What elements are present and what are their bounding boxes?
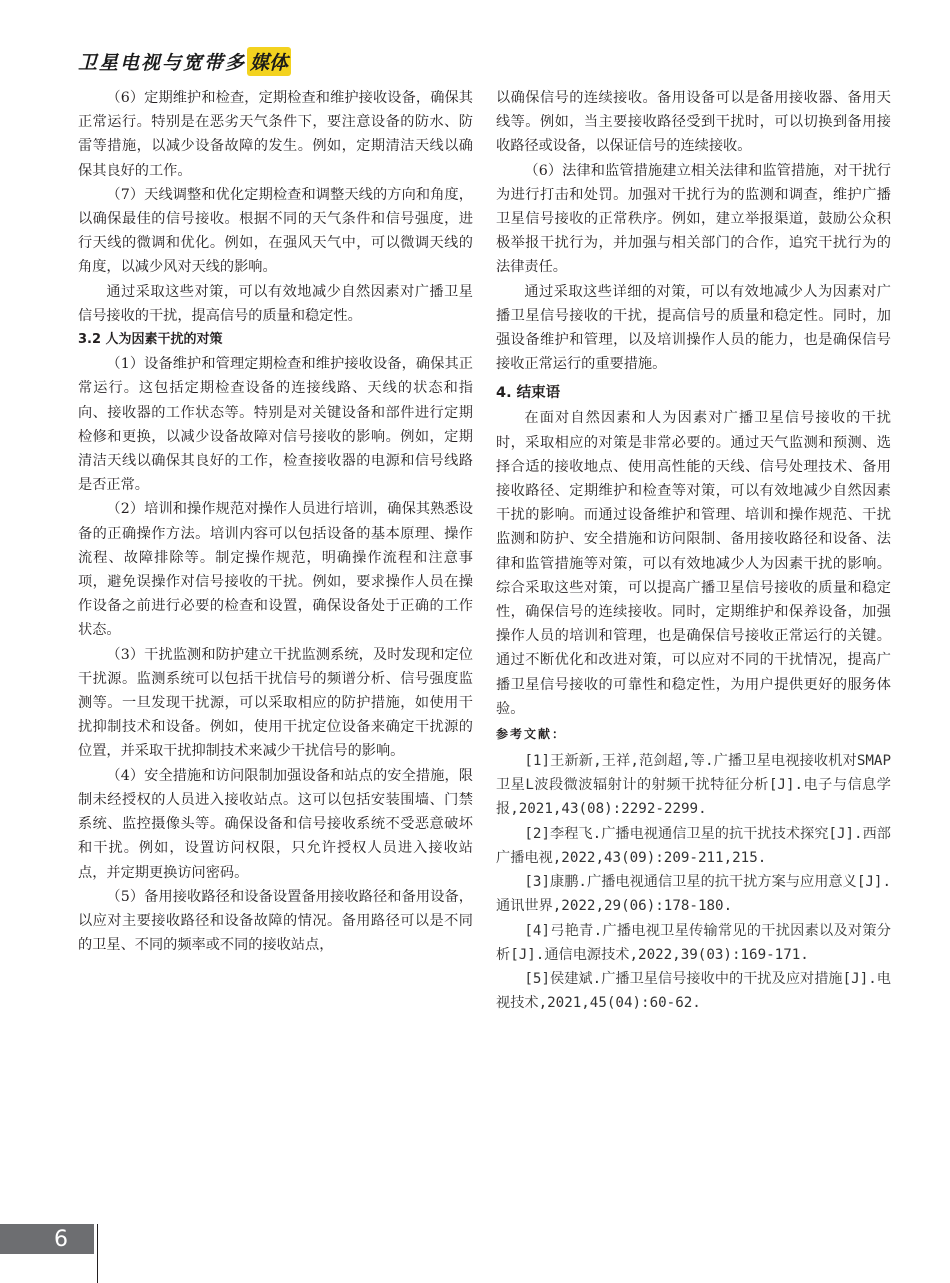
right-column (496, 86, 891, 1015)
paragraph: （4）安全措施和访问限制加强设备和站点的安全措施，限制未经授权的人员进入接收站点。这可以包括安装围墙、门禁系统、监控摄像头等。确保设备和信号接收系统不受恶意破坏和干扰。例如，设置访问权限，只允许授权人员进入接收站点，并定期更换访问密码。 (78, 767, 473, 881)
paragraph: （1）设备维护和管理定期检查和维护接收设备，确保其正常运行。这包括定期检查设备的连接线路、天线的状态和指向、接收器的工作状态等。特别是对关键设备和部件进行定期检修和更换，以减少设备故障对信号接收的影响。例如，定期清洁天线以确保其良好的工作，检查接收器的电源和信号线路是否正常。 (78, 356, 473, 494)
page-divider (97, 1224, 98, 1283)
reference-item: [2]李程飞.广播电视通信卫星的抗干扰技术探究[J].西部广播电视,2022,43(09):209-211,215. (496, 825, 891, 866)
reference-item: [4]弓艳青.广播电视卫星传输常见的干扰因素以及对策分析[J].通信电源技术,2022,39(03):169-171. (496, 922, 891, 963)
paragraph: （2）培训和操作规范对操作人员进行培训，确保其熟悉设备的正确操作方法。培训内容可以包括设备的基本原理、操作流程、故障排除等。制定操作规范，明确操作流程和注意事项，避免误操作对信号接收的干扰。例如，要求操作人员在操作设备之前进行必要的检查和设置，确保设备处于正确的工作状态。 (78, 501, 473, 639)
reference-item: [3]康鹏.广播电视通信卫星的抗干扰方案与应用意义[J].通讯世界,2022,29(06):178-180. (496, 874, 891, 915)
paragraph: （7）天线调整和优化定期检查和调整天线的方向和角度，以确保最佳的信号接收。根据不同的天气条件和信号强度，进行天线的微调和优化。例如，在强风天气中，可以微调天线的角度，以减少风对天线的影响。 (78, 186, 473, 276)
paragraph: 以确保信号的连续接收。备用设备可以是备用接收器、备用天线等。例如，当主要接收路径受到干扰时，可以切换到备用接收路径或设备，以保证信号的连续接收。 (496, 90, 891, 155)
journal-title: 卫星电视与宽带多 (78, 51, 247, 74)
reference-item: [1]王新新,王祥,范剑超,等.广播卫星电视接收机对SMAP卫星L波段微波辐射计的射频干扰特征分析[J].电子与信息学报,2021,43(08):2292-2299. (496, 753, 891, 818)
paragraph: （5）备用接收路径和设备设置备用接收路径和备用设备，以应对主要接收路径和设备故障的情况。备用路径可以是不同的卫星、不同的频率或不同的接收站点， (78, 888, 473, 954)
paragraph: （6）法律和监管措施建立相关法律和监管措施，对干扰行为进行打击和处罚。加强对干扰行为的监测和调查，维护广播卫星信号接收的正常秩序。例如，建立举报渠道，鼓励公众积极举报干扰行为，并加强与相关部门的合作，追究干扰行为的法律责任。 (496, 162, 891, 276)
paragraph: 通过采取这些详细的对策，可以有效地减少人为因素对广播卫星信号接收的干扰，提高信号的质量和稳定性。同时，加强设备维护和管理，以及培训操作人员的能力，也是确保信号接收正常运行的重要措施。 (496, 283, 891, 373)
reference-item: [5]侯建斌.广播卫星信号接收中的干扰及应对措施[J].电视技术,2021,45(04):60-62. (496, 970, 891, 1012)
page-number: 6 (0, 1224, 94, 1254)
paragraph: （3）干扰监测和防护建立干扰监测系统，及时发现和定位干扰源。监测系统可以包括干扰信号的频谱分析、信号强度监测等。一旦发现干扰源，可以采取相应的防护措施，如使用干扰抑制技术和设备。例如，使用干扰定位设备来确定干扰源的位置，并采取干扰抑制技术来减少干扰信号的影响。 (78, 646, 473, 760)
journal-header (78, 44, 291, 78)
journal-title-accent: 媒体 (247, 47, 291, 76)
paragraph: 通过采取这些对策，可以有效地减少自然因素对广播卫星信号接收的干扰，提高信号的质量和稳定性。 (78, 283, 473, 324)
section-heading: 4. 结束语 (496, 385, 561, 402)
paragraph: （6）定期维护和检查，定期检查和维护接收设备，确保其正常运行。特别是在恶劣天气条件下，要注意设备的防水、防雷等措施，以减少设备故障的发生。例如，定期清洁天线以确保其良好的工作。 (78, 90, 473, 179)
subsection-heading: 3.2 人为因素干扰的对策 (78, 332, 223, 348)
paragraph: 在面对自然因素和人为因素对广播卫星信号接收的干扰时，采取相应的对策是非常必要的。通过天气监测和预测、选择合适的接收地点、使用高性能的天线、信号处理技术、备用接收路径、定期维护和检查等对策，可以有效地减少自然因素干扰的影响。而通过设备维护和管理、培训和操作规范、干扰监测和防护、安全措施和访问限制、备用接收路径和设备、法律和监管措施等对策，可以有效地减少人为因素干扰的影响。综合采取这些对策，可以提高广播卫星信号接收的质量和稳定性，确保信号的连续接收。同时，定期维护和保养设备，加强操作人员的培训和管理，也是确保信号接收正常运行的关键。通过不断优化和改进对策，可以应对不同的干扰情况，提高广播卫星信号接收的可靠性和稳定性，为用户提供更好的服务体验。 (496, 410, 891, 717)
references-heading: 参考文献： (496, 727, 567, 742)
left-column (78, 86, 473, 957)
